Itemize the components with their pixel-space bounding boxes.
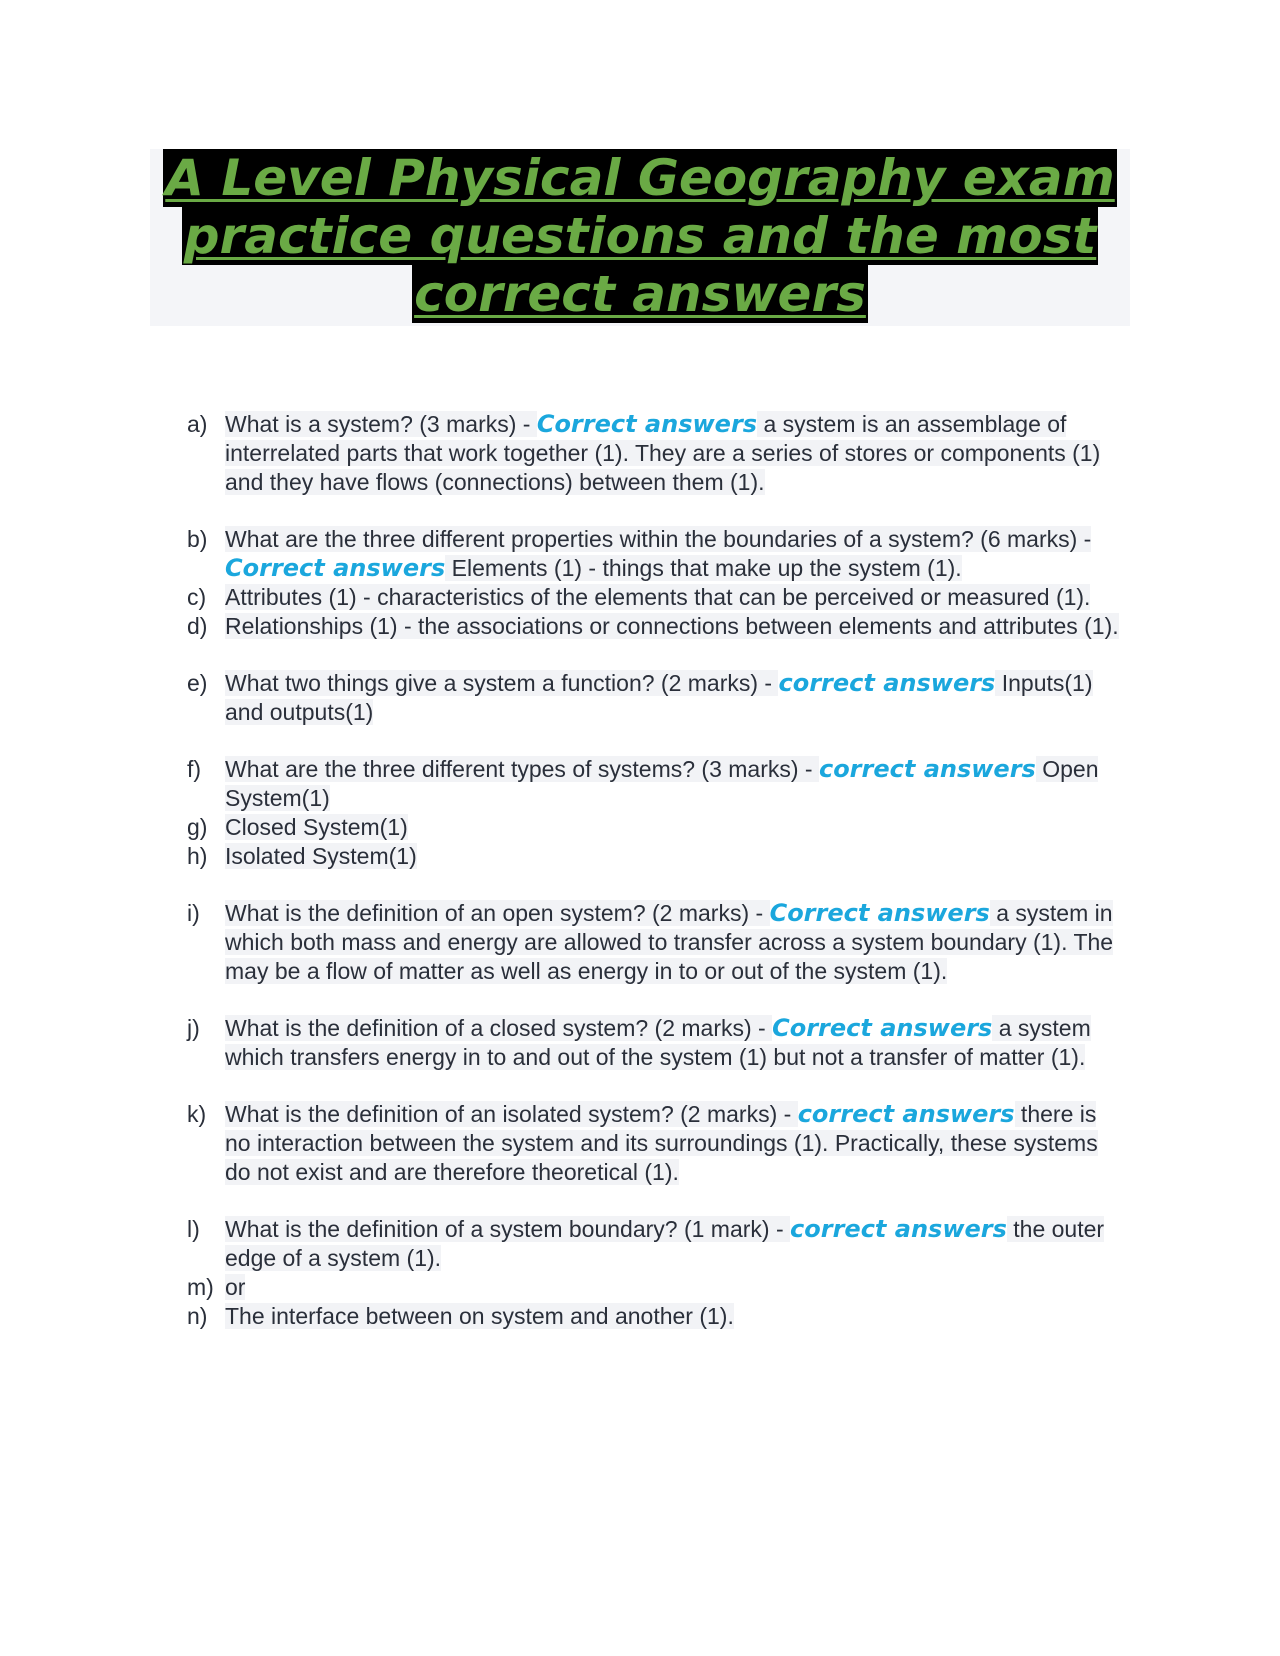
answer-label: correct answers <box>790 1215 1007 1243</box>
answer-label: Correct answers <box>772 1014 993 1042</box>
answer-label: Correct answers <box>536 410 758 438</box>
answer-text: a system in which both mass and energy are allowed to transfer across a system boundary (1). The may be a flow of matter as well as energy in to or out of the system (1). <box>225 900 1114 984</box>
item-marker: l) <box>187 1216 200 1242</box>
question-text: What two things give a system a function? (2 marks) - <box>225 670 779 696</box>
answer-label: correct answers <box>818 755 1036 783</box>
answer-text: there is no interaction between the system and its surroundings (1). Practically, these systems do not exist and are therefore theoretical (1). <box>225 1101 1098 1185</box>
list-item-j <box>187 1014 1137 1072</box>
item-marker: d) <box>187 613 208 639</box>
item-marker: j) <box>187 1015 200 1041</box>
question-text: What is the definition of an isolated system? (2 marks) - <box>225 1101 798 1127</box>
answer-text: the outer edge of a system (1). <box>225 1216 1105 1271</box>
item-text: Attributes (1) - characteristics of the elements that can be perceived or measured (1). <box>225 584 1091 610</box>
item-marker: a) <box>187 411 208 437</box>
answer-text: Inputs(1) and outputs(1) <box>225 670 1093 725</box>
list-item-e <box>187 669 1137 727</box>
item-marker: c) <box>187 584 207 610</box>
title-line-3: correct answers <box>414 265 866 323</box>
list-item-m <box>187 1273 1137 1302</box>
item-marker: e) <box>187 670 208 696</box>
question-text: What is the definition of a closed system? (2 marks) - <box>225 1015 773 1041</box>
item-marker: n) <box>187 1303 208 1329</box>
list-item-i <box>187 899 1137 986</box>
item-marker: k) <box>187 1101 207 1127</box>
answer-text: Open System(1) <box>225 756 1099 811</box>
answer-label: correct answers <box>797 1100 1015 1128</box>
list-item-n <box>187 1302 1137 1331</box>
list-item-b <box>187 525 1137 583</box>
question-text: What is the definition of an open system? (2 marks) - <box>225 900 770 926</box>
question-text: What are the three different types of systems? (3 marks) - <box>225 756 819 782</box>
item-marker: i) <box>187 900 200 926</box>
list-item-k <box>187 1100 1137 1187</box>
list-item-l <box>187 1215 1137 1273</box>
item-text: Isolated System(1) <box>225 843 417 869</box>
answer-text: a system which transfers energy in to and out of the system (1) but not a transfer of matter (1). <box>225 1015 1091 1070</box>
list-item-a <box>187 410 1137 497</box>
answer-label: Correct answers <box>769 899 990 927</box>
item-text: Relationships (1) - the associations or connections between elements and attributes (1). <box>225 613 1119 639</box>
document-title <box>150 149 1130 326</box>
item-marker: b) <box>187 526 208 552</box>
list-item-g <box>187 813 1137 842</box>
question-list <box>187 410 1137 1331</box>
item-text: The interface between on system and another (1). <box>225 1303 734 1329</box>
question-text: What is a system? (3 marks) - <box>225 411 537 437</box>
item-text: Closed System(1) <box>225 814 408 840</box>
item-text: or <box>225 1274 246 1300</box>
item-marker: h) <box>187 843 208 869</box>
title-line-2: practice questions and the most <box>183 207 1097 265</box>
question-text: What is the definition of a system boundary? (1 mark) - <box>225 1216 791 1242</box>
list-item-h <box>187 842 1137 871</box>
list-item-f <box>187 755 1137 813</box>
answer-text: a system is an assemblage of interrelated parts that work together (1). They are a series of stores or components (1) and they have flows (connections) between them (1). <box>225 411 1101 495</box>
answer-label: correct answers <box>778 669 996 697</box>
list-item-d <box>187 612 1137 641</box>
item-marker: g) <box>187 814 208 840</box>
answer-label: Correct answers <box>225 554 446 582</box>
answer-text: Elements (1) - things that make up the system (1). <box>445 555 962 581</box>
list-item-c <box>187 583 1137 612</box>
question-text: What are the three different properties within the boundaries of a system? (6 marks) - <box>225 526 1092 552</box>
title-line-1: A Level Physical Geography exam <box>165 149 1115 207</box>
item-marker: f) <box>187 756 202 782</box>
item-marker: m) <box>187 1274 214 1300</box>
